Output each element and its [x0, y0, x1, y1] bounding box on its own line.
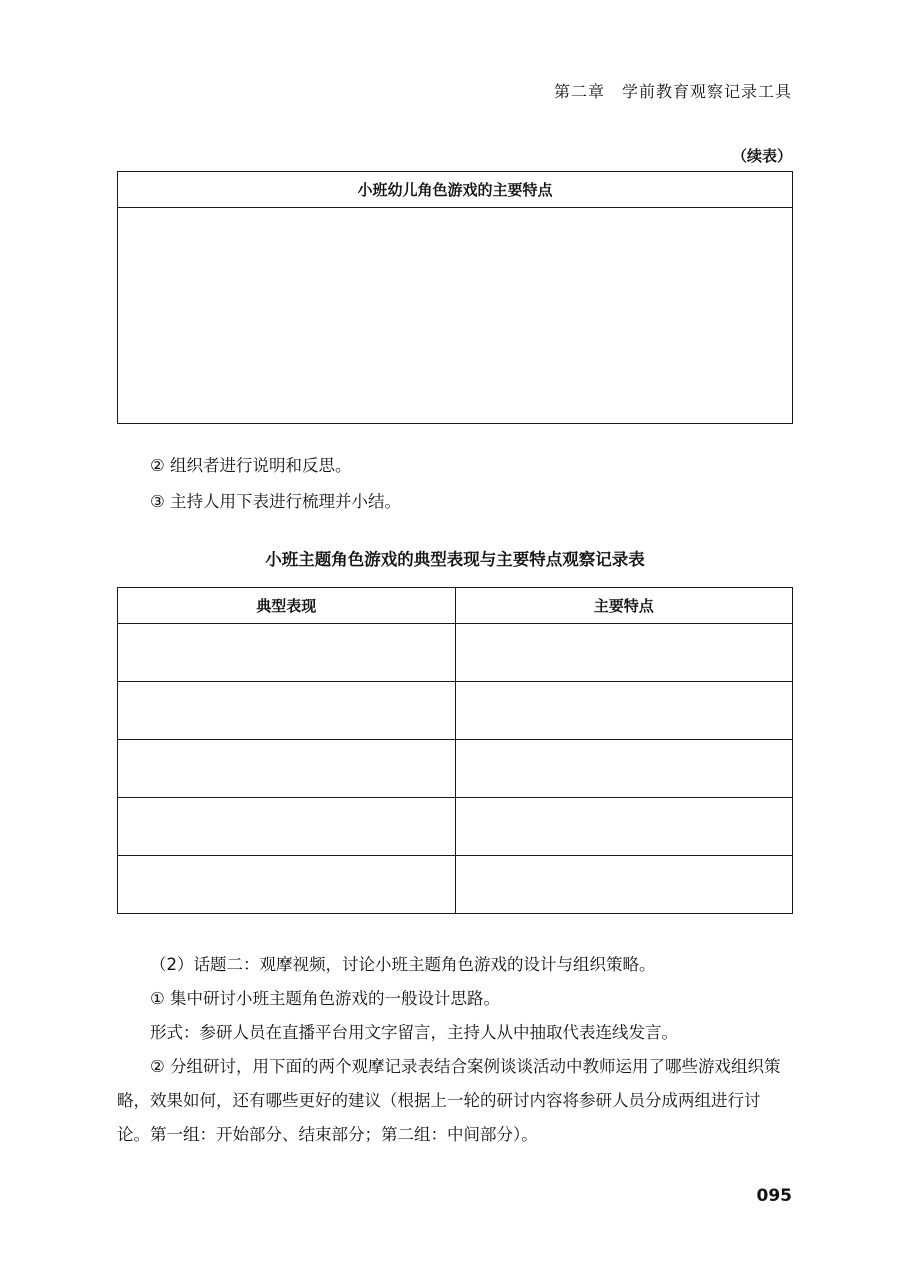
table-cell: [455, 856, 793, 914]
step-text: ② 分组研讨，用下面的两个观摩记录表结合案例谈谈活动中教师运用了哪些游戏组织策略，效果如何，还有哪些更好的建议（根据上一轮的研讨内容将参研人员分成两组进行讨论。第一组：开始部分、结束部分；第二组：中间部分）。: [117, 1057, 781, 1144]
table-row: [118, 740, 793, 798]
table-row: [118, 798, 793, 856]
step-text: 形式：参研人员在直播平台用文字留言，主持人从中抽取代表连线发言。: [150, 1023, 678, 1042]
table-cell: [118, 740, 456, 798]
step-text: ① 集中研讨小班主题角色游戏的一般设计思路。: [150, 989, 501, 1008]
table-cell: [118, 798, 456, 856]
running-header: 第二章 学前教育观察记录工具: [553, 82, 792, 101]
table-row: [118, 624, 793, 682]
step-text: ③ 主持人用下表进行梳理并小结。: [150, 492, 402, 511]
record-table-title: 小班主题角色游戏的典型表现与主要特点观察记录表: [265, 550, 645, 569]
table-cell: [118, 682, 456, 740]
table-row: [118, 856, 793, 914]
column-header-features: 主要特点: [455, 588, 793, 624]
steps-block-a: [117, 448, 793, 520]
features-table: [117, 171, 793, 424]
steps-block-b: [117, 948, 793, 1152]
topic-heading: （2）话题二：观摩视频，讨论小班主题角色游戏的设计与组织策略。: [150, 955, 656, 974]
continued-label: （续表）: [731, 147, 792, 165]
column-header-performance: 典型表现: [118, 588, 456, 624]
table-cell: [118, 624, 456, 682]
table-cell: [118, 856, 456, 914]
table-row: [118, 682, 793, 740]
table-cell: [455, 682, 793, 740]
record-table: [117, 587, 793, 914]
step-text: ② 组织者进行说明和反思。: [150, 456, 352, 475]
table-cell: [455, 798, 793, 856]
page-number: 095: [756, 1186, 792, 1206]
table-cell: [455, 740, 793, 798]
table-cell: [455, 624, 793, 682]
features-table-header: 小班幼儿角色游戏的主要特点: [118, 172, 793, 208]
features-table-cell: [118, 208, 793, 424]
